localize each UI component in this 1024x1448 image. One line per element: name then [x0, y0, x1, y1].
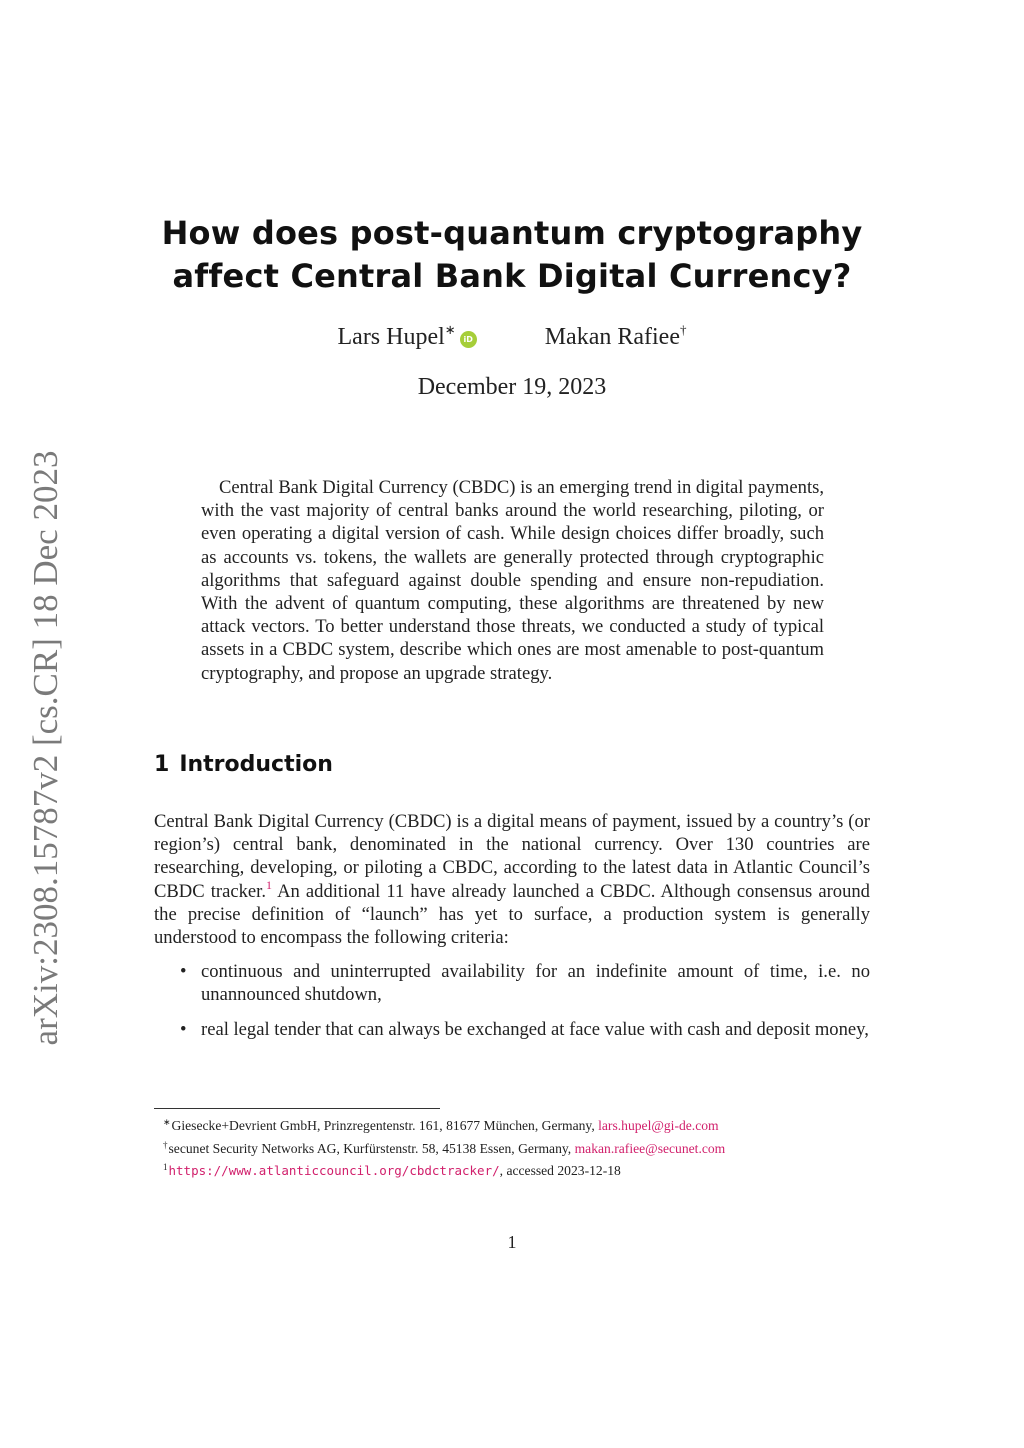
abstract-text: Central Bank Digital Currency (CBDC) is an emerging trend in digital payments, with the vast majority of central banks around the world researching, piloting, or even operating a digital version of cash. While design choices differ broadly, such as accounts vs. tokens, the wallets are generally protected through cryptographic algorithms that safeguard against double spending and ensure non-repudiation. With the advent of quantum computing, these algorithms are threatened by new attack vectors. To better understand those threats, we conducted a study of typical assets in a CBDC system, describe which ones are most amenable to post-quantum cryptography, and propose an upgrade strategy. — [201, 477, 824, 684]
footnote-text: secunet Security Networks AG, Kurfürstenstr. 58, 45138 Essen, Germany, — [168, 1140, 575, 1156]
footnote-mark: ∗ — [163, 1117, 171, 1127]
section-number: 1 — [154, 752, 170, 777]
bullet-icon: • — [180, 1018, 187, 1040]
title-line-1: How does post-quantum cryptography — [161, 214, 863, 252]
footnote-affiliation-1 — [154, 1113, 870, 1136]
page-number: 1 — [507, 1232, 517, 1252]
author-name: Makan Rafiee — [544, 324, 680, 350]
intro-text-part-1: Central Bank Digital Currency (CBDC) is a digital means of payment, issued by a country’s (or region’s) central bank, denominated in the national currency. Over 130 countries are researching, developing, or piloting a CBDC, according to the latest data in Atlantic Council’s CBDC tracker. — [154, 811, 870, 902]
list-item-text: real legal tender that can always be exchanged at face value with cash and deposit money, — [201, 1018, 869, 1040]
url-link-cbdc-tracker[interactable]: https://www.atlanticcouncil.org/cbdctracker/ — [168, 1163, 500, 1179]
orcid-icon[interactable]: iD — [460, 331, 477, 348]
list-item-text: continuous and uninterrupted availability for an indefinite amount of time, i.e. no unannounced shutdown, — [201, 961, 870, 1006]
abstract — [201, 476, 824, 685]
footnote-ref-1[interactable]: 1 — [265, 877, 272, 892]
publication-date: December 19, 2023 — [417, 374, 607, 400]
footnote-mark: † — [163, 1139, 168, 1150]
footnotes — [154, 1113, 870, 1181]
author-affiliation-mark: † — [679, 322, 687, 337]
author-list — [150, 322, 874, 351]
title-line-2: affect Central Bank Digital Currency? — [172, 257, 852, 295]
footnote-text: Giesecke+Devrient GmbH, Prinzregentenstr. 161, 81677 München, Germany, — [171, 1118, 599, 1133]
author-makan-rafiee — [545, 322, 687, 351]
arxiv-identifier-stamp: arXiv:2308.15787v2 [cs.CR] 18 Dec 2023 — [26, 450, 65, 1046]
list-item — [154, 1018, 870, 1041]
author-lars-hupel — [338, 322, 477, 351]
bullet-icon: • — [180, 961, 187, 983]
author-name: Lars Hupel — [337, 324, 445, 350]
email-link-lars[interactable]: lars.hupel@gi-de.com — [598, 1118, 719, 1133]
footnote-1 — [154, 1158, 870, 1181]
list-item — [154, 960, 870, 1006]
footnote-suffix: , accessed 2023-12-18 — [499, 1163, 621, 1179]
footnote-affiliation-2 — [154, 1136, 870, 1159]
section-heading-introduction — [154, 752, 333, 777]
footnote-divider — [154, 1108, 440, 1109]
intro-text-part-2: An additional 11 have already launched a CBDC. Although consensus around the precise definition of “launch” has yet to surface, a production system is generally understood to encompass the following criteria: — [154, 880, 870, 949]
email-link-makan[interactable]: makan.rafiee@secunet.com — [574, 1140, 726, 1156]
section-title: Introduction — [179, 752, 333, 777]
footnote-mark: 1 — [163, 1162, 168, 1173]
paper-title — [150, 212, 874, 298]
author-affiliation-mark: ∗ — [444, 322, 456, 337]
intro-paragraph — [154, 810, 870, 949]
criteria-list — [154, 960, 870, 1041]
introduction-body — [154, 810, 870, 1052]
